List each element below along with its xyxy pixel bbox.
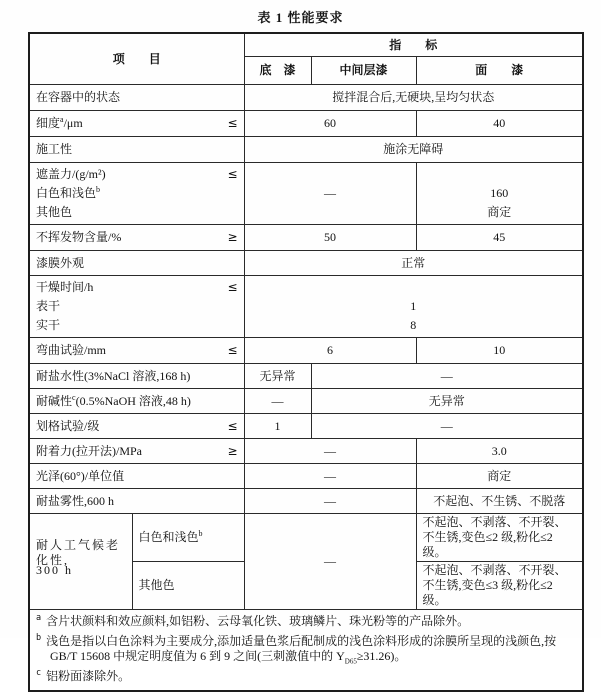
cell-adhesion-item xyxy=(29,439,244,464)
cell-drying-item xyxy=(29,276,244,338)
row-saltwater-resistance xyxy=(29,364,583,389)
cell-gloss-item: 光泽(60°)/单位值 xyxy=(29,464,244,489)
drying-blank xyxy=(251,278,577,297)
row-drying-time xyxy=(29,276,583,338)
crosscut-label: 划格试验/级 xyxy=(36,418,100,433)
footnote-c: $^c$ 铝粉面漆除外。 xyxy=(36,667,131,683)
cell-bending-item xyxy=(29,338,244,364)
row-crosscut-test xyxy=(29,414,583,439)
cell-appearance-item: 漆膜外观 xyxy=(29,251,244,276)
cell-crosscut-primer: 1 xyxy=(244,414,311,439)
cell-state-value: 搅拌混合后,无硬块,呈均匀状态 xyxy=(244,85,583,111)
cell-crosscut-mid-top: — xyxy=(311,414,583,439)
cell-nonvolatile-topcoat: 45 xyxy=(416,225,583,251)
header-row-1 xyxy=(29,33,583,57)
cell-adhesion-primer-mid: — xyxy=(244,439,416,464)
gte-sign: ≥ xyxy=(227,230,238,244)
footnote-marker-a: a xyxy=(60,115,64,124)
cell-bending-primer-mid: 6 xyxy=(244,338,416,364)
cell-aging-primer-mid: — xyxy=(244,514,416,610)
lte-sign: ≤ xyxy=(227,280,238,294)
header-col-intermediate: 中间层漆 xyxy=(311,57,416,85)
hiding-sub-other: 其他色 xyxy=(36,205,73,219)
header-item-cell: 项 目 xyxy=(29,33,244,85)
cell-workability-item: 施工性 xyxy=(29,137,244,163)
row-state-in-container xyxy=(29,85,583,111)
hiding-label: 遮盖力/(g/m²) xyxy=(36,167,106,181)
cell-saltspray-topcoat: 不起泡、不生锈、不脱落 xyxy=(416,489,583,514)
header-indicator-cell: 指 标 xyxy=(244,33,583,57)
row-hiding-power xyxy=(29,163,583,225)
footnote-a: $^a$ 含片状颜料和效应颜料,如铝粉、云母氧化铁、玻璃鳞片、珠光粉等的产品除外。 xyxy=(36,612,470,628)
bending-label: 弯曲试验/mm xyxy=(36,343,107,357)
cell-saltwater-mid-top: — xyxy=(311,364,583,389)
lte-sign: ≤ xyxy=(227,418,238,433)
lte-sign: ≤ xyxy=(227,116,238,130)
cell-fineness-item xyxy=(29,111,244,137)
lte-sign: ≤ xyxy=(227,167,238,181)
performance-requirements-table xyxy=(28,32,584,692)
cell-saltspray-primer-mid: — xyxy=(244,489,416,514)
cell-bending-topcoat: 10 xyxy=(416,338,583,364)
cell-gloss-topcoat: 商定 xyxy=(416,464,583,489)
cell-hiding-primer-mid: — xyxy=(244,163,416,225)
row-gloss xyxy=(29,464,583,489)
cell-aging-label: 耐人工气候老化性, 300 h xyxy=(29,514,132,610)
row-alkali-resistance xyxy=(29,389,583,414)
cell-hiding-item xyxy=(29,163,244,225)
row-film-appearance xyxy=(29,251,583,276)
footnote-marker-c: c xyxy=(72,392,76,402)
table-title: 表 1 性能要求 xyxy=(257,10,344,25)
row-nonvolatile xyxy=(29,225,583,251)
cell-nonvolatile-primer-mid: 50 xyxy=(244,225,416,251)
cell-alkali-primer: — xyxy=(244,389,311,414)
gte-sign: ≥ xyxy=(227,443,238,458)
hiding-top-other-value: 商定 xyxy=(487,205,512,219)
row-aging-white-light xyxy=(29,514,583,562)
fineness-label: 细度$^a$/μm xyxy=(36,115,83,130)
subscript-d65: D65 xyxy=(344,656,357,665)
row-fineness xyxy=(29,111,583,137)
cell-aging-sub-other: 其他色 xyxy=(132,562,244,610)
cell-aging-topcoat-white-light: 不起泡、不剥落、不开裂、不生锈,变色≤2 级,粉化≤2 级。 xyxy=(416,514,583,562)
footnote-b: $^b$ 浅色是指以白色涂料为主要成分,添加适量色浆后配制成的浅色涂料形成的涂膜所呈现的浅颜色,按 GB/T 15608 中规定明度值为 6 到 9 之间(三刺激值中的 $Y_{D65}\ge 31.26$)。 xyxy=(36,632,557,665)
cell-crosscut-item xyxy=(29,414,244,439)
cell-fineness-primer-mid: 60 xyxy=(244,111,416,137)
row-adhesion xyxy=(29,439,583,464)
row-bending-test xyxy=(29,338,583,364)
cell-alkali-item: 耐碱性$^c$(0.5%NaOH 溶液,48 h) xyxy=(29,389,244,414)
header-col-primer: 底 漆 xyxy=(244,57,311,85)
lte-sign: ≤ xyxy=(227,343,238,357)
cell-appearance-value: 正常 xyxy=(244,251,583,276)
footnote-marker-b: b xyxy=(96,185,101,194)
hiding-sub-white-light: 白色和浅色$^b$ xyxy=(36,185,101,200)
cell-aging-topcoat-other: 不起泡、不剥落、不开裂、不生锈,变色≤3 级,粉化≤2 级。 xyxy=(416,562,583,610)
cell-fineness-topcoat: 40 xyxy=(416,111,583,137)
cell-saltspray-item: 耐盐雾性,600 h xyxy=(29,489,244,514)
row-saltspray-resistance xyxy=(29,489,583,514)
row-footnotes xyxy=(29,610,583,692)
cell-workability-value: 施涂无障碍 xyxy=(244,137,583,163)
footnote-marker-b: b xyxy=(198,529,203,538)
cell-nonvolatile-item xyxy=(29,225,244,251)
cell-state-item: 在容器中的状态 xyxy=(29,85,244,111)
cell-drying-values xyxy=(244,276,583,338)
drying-hard-label: 实干 xyxy=(36,318,61,332)
drying-hard-value: 8 xyxy=(410,318,417,332)
hiding-top-blank xyxy=(423,165,577,184)
cell-gloss-primer-mid: — xyxy=(244,464,416,489)
cell-saltwater-primer: 无异常 xyxy=(244,364,311,389)
header-col-topcoat: 面 漆 xyxy=(416,57,583,85)
drying-surface-label: 表干 xyxy=(36,299,61,313)
cell-alkali-mid-top: 无异常 xyxy=(311,389,583,414)
adhesion-label: 附着力(拉开法)/MPa xyxy=(36,443,142,458)
footnotes-block xyxy=(29,610,583,692)
row-workability xyxy=(29,137,583,163)
drying-label: 干燥时间/h xyxy=(36,280,94,294)
cell-hiding-topcoat xyxy=(416,163,583,225)
cell-adhesion-topcoat: 3.0 xyxy=(416,439,583,464)
cell-saltwater-item: 耐盐水性(3%NaCl 溶液,168 h) xyxy=(29,364,244,389)
cell-aging-sub-white-light: 白色和浅色$^b$ xyxy=(132,514,244,562)
drying-surface-value: 1 xyxy=(410,299,417,313)
hiding-top-white-light-value: 160 xyxy=(490,186,509,200)
nonvolatile-label: 不挥发物含量/% xyxy=(36,230,122,244)
